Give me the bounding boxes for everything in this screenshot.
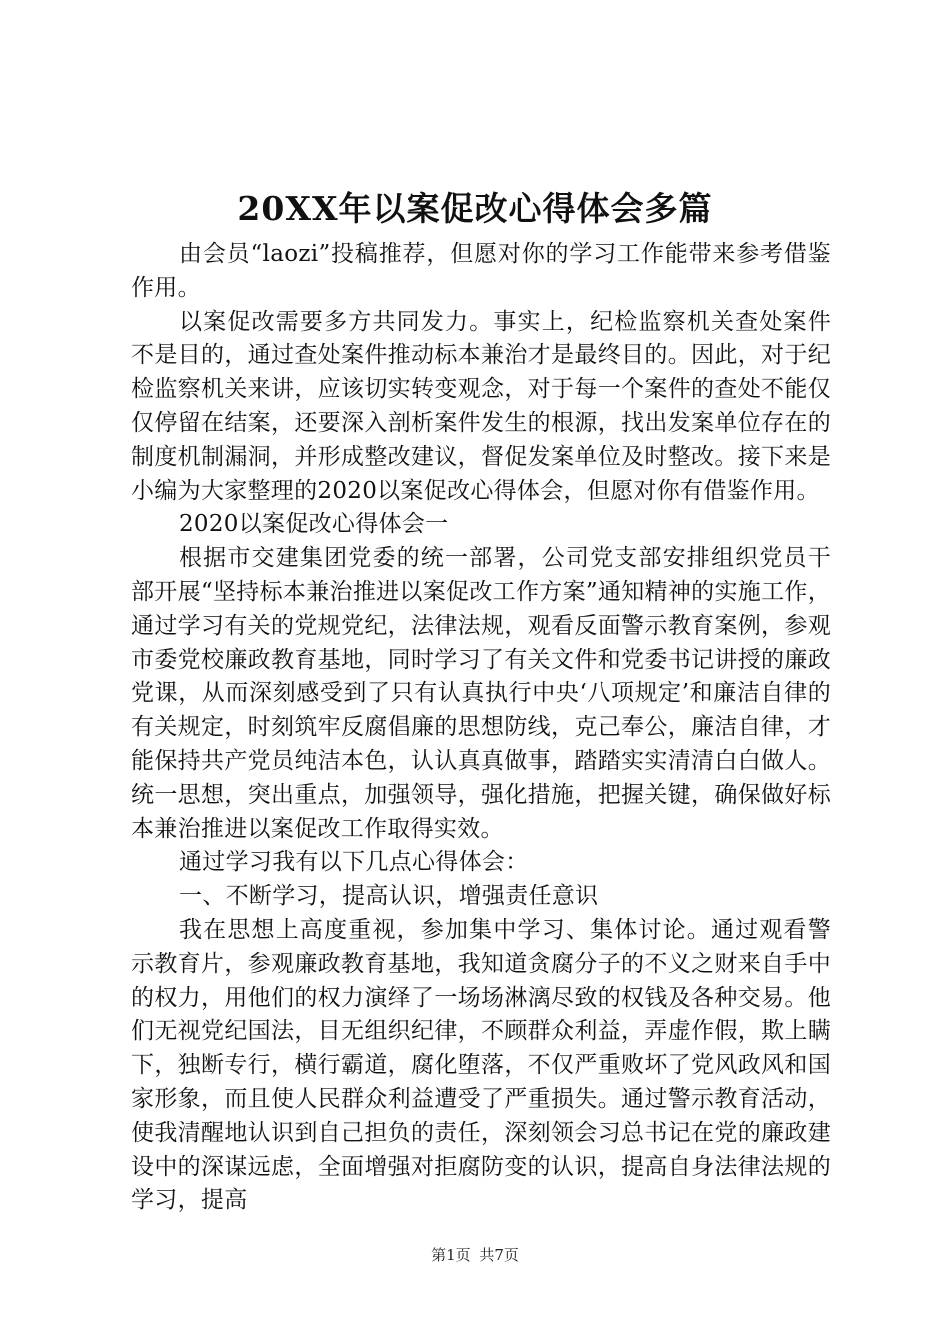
paragraph-intro: 由会员“laozi”投稿推荐，但愿对你的学习工作能带来参考借鉴作用。: [131, 241, 831, 301]
paragraph-section-1: 根据市交建集团党委的统一部署，公司党支部安排组织党员干部开展“坚持标本兼治推进以案促改工作方案”通知精神的实施工作，通过学习有关的党规党纪，法律法规，观看反面警示教育案例，参观市委党校廉政教育基地，同时学习了有关文件和党委书记讲授的廉政党课，从而深刻感受到了只有认真执行中央‘八项规定’和廉洁自律的有关规定，时刻筑牢反腐倡廉的思想防线，克己奉公，廉洁自律，才能保持共产党员纯洁本色，认认真真做事，踏踏实实清清白白做人。统一思想，突出重点，加强领导，强化措施，把握关键，确保做好标本兼治推进以案促改工作取得实效。: [131, 545, 831, 842]
paragraph-lead-in: 通过学习我有以下几点心得体会：: [179, 849, 529, 876]
paragraph-subsection-1: 我在思想上高度重视，参加集中学习、集体讨论。通过观看警示教育片，参观廉政教育基地，我知道贪腐分子的不义之财来自手中的权力，用他们的权力演绎了一场场淋漓尽致的权钱及各种交易。他们无视党纪国法，目无组织纪律，不顾群众利益，弄虚作假，欺上瞒下，独断专行，横行霸道，腐化堕落，不仅严重败坏了党风政风和国家形象，而且使人民群众利益遭受了严重损失。通过警示教育活动，使我清醒地认识到自己担负的责任，深刻领会习总书记在党的廉政建设中的深谋远虑，全面增强对拒腐防变的认识，提高自身法律法规的学习，提高: [131, 916, 831, 1214]
page-number: 第1页: [431, 1246, 471, 1264]
document-title: 20XX年以案促改心得体会多篇: [237, 189, 713, 228]
page-count: 共7页: [479, 1246, 519, 1264]
document-body: [131, 238, 831, 1218]
section-heading-1: 2020以案促改心得体会一: [179, 511, 449, 538]
paragraph-preface: 以案促改需要多方共同发力。事实上，纪检监察机关查处案件不是目的，通过查处案件推动标本兼治才是最终目的。因此，对于纪检监察机关来讲，应该切实转变观念，对于每一个案件的查处不能仅仅停留在结案，还要深入剖析案件发生的根源，找出发案单位存在的制度机制漏洞，并形成整改建议，督促发案单位及时整改。接下来是小编为大家整理的2020以案促改心得体会，但愿对你有借鉴作用。: [131, 308, 831, 504]
subheading-1: 一、不断学习，提高认识，增强责任意识: [179, 883, 599, 910]
page-footer: [0, 1244, 950, 1265]
